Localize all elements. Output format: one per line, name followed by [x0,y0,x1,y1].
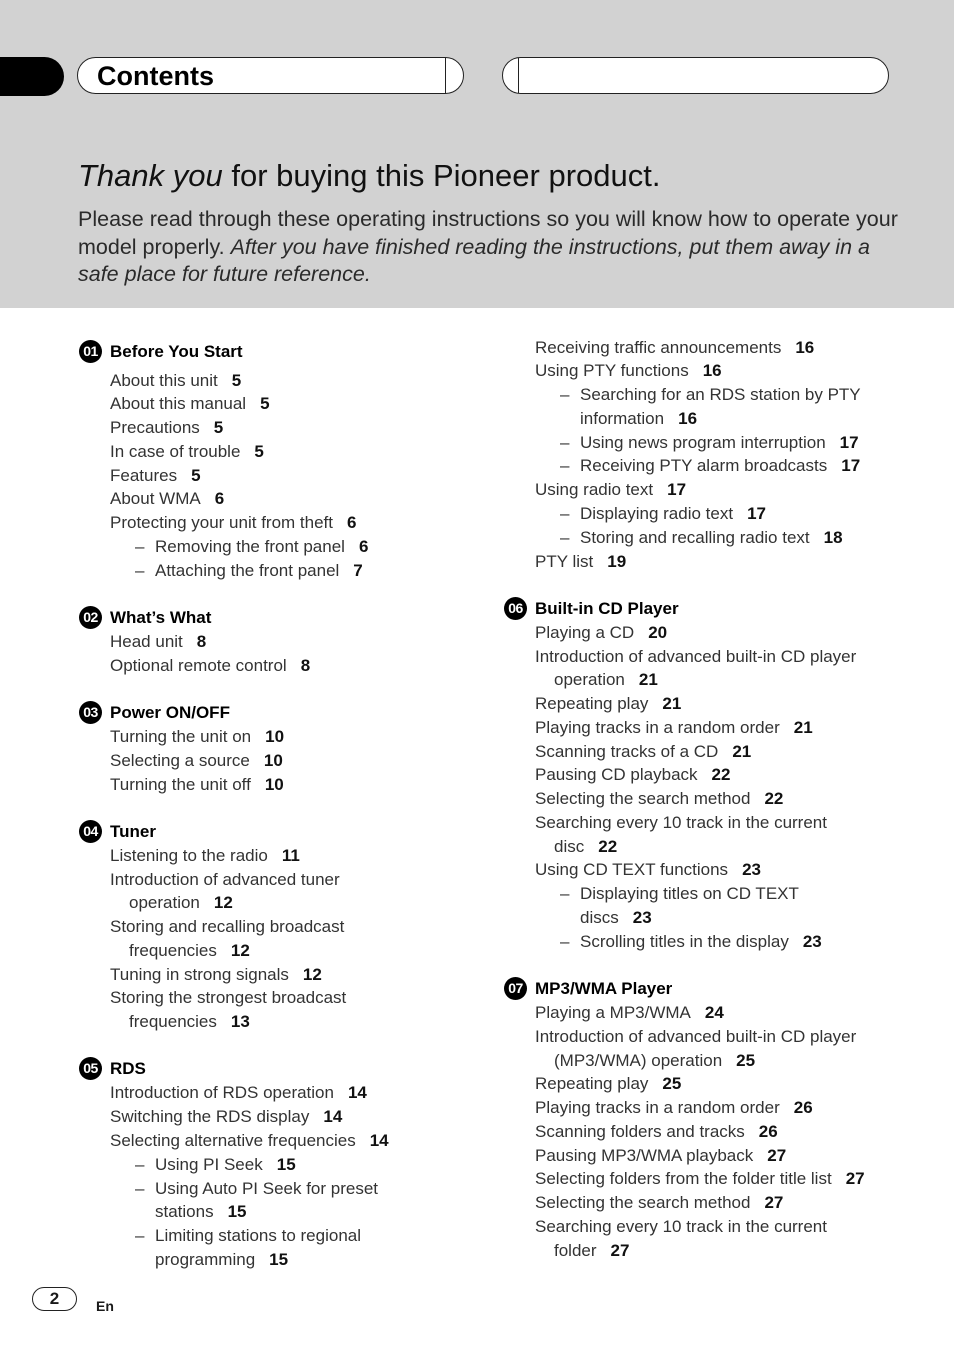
toc-subentry[interactable]: – Limiting stations to regional [135,1226,362,1245]
toc-entry-continued[interactable]: operation 12 [129,893,233,912]
toc-entry[interactable]: Features 5 [110,466,201,485]
toc-entry[interactable]: Head unit 8 [110,632,207,651]
section-badge: 07 [504,977,527,1000]
toc-subentry[interactable]: – Attaching the front panel 7 [135,561,363,580]
toc-entry[interactable]: Scanning tracks of a CD 21 [535,742,752,761]
toc-entry-continued[interactable]: folder 27 [554,1241,630,1260]
section-tab-marker [0,57,64,96]
toc-entry[interactable]: Playing a CD 20 [535,623,668,642]
toc-entry[interactable]: Playing tracks in a random order 21 [535,718,813,737]
toc-entry[interactable]: Selecting folders from the folder title list 27 [535,1169,865,1188]
page-number: 2 [32,1287,77,1311]
section-badge: 06 [504,597,527,620]
toc-entry[interactable]: PTY list 19 [535,552,627,571]
toc-entry[interactable]: Switching the RDS display 14 [110,1107,343,1126]
toc-entry[interactable]: Selecting a source 10 [110,751,283,770]
contents-title-box [77,57,464,94]
section-title[interactable]: Power ON/OFF [110,703,230,722]
toc-subentry[interactable]: – Displaying radio text 17 [560,504,766,523]
toc-entry[interactable]: Introduction of advanced built-in CD player [535,1027,857,1046]
section-badge: 01 [79,340,102,363]
language-label: En [96,1298,114,1314]
toc-entry[interactable]: Searching every 10 track in the current [535,813,827,832]
toc-entry[interactable]: Introduction of RDS operation 14 [110,1083,367,1102]
toc-entry[interactable]: Optional remote control 8 [110,656,311,675]
toc-subentry[interactable]: – Receiving PTY alarm broadcasts 17 [560,456,861,475]
toc-subentry-continued[interactable]: information 16 [580,409,698,428]
section-title[interactable]: Built-in CD Player [535,599,679,618]
heading-italic: Thank you [78,158,223,193]
toc-subentry[interactable]: – Using Auto PI Seek for preset [135,1179,379,1198]
toc-subentry[interactable]: – Scrolling titles in the display 23 [560,932,822,951]
toc-entry[interactable]: Using radio text 17 [535,480,687,499]
toc-entry-continued[interactable]: (MP3/WMA) operation 25 [554,1051,756,1070]
toc-entry[interactable]: About WMA 6 [110,489,225,508]
toc-entry[interactable]: Introduction of advanced built-in CD player [535,647,857,666]
section-title[interactable]: Tuner [110,822,156,841]
pill-divider [445,58,446,93]
toc-subentry[interactable]: – Removing the front panel 6 [135,537,369,556]
toc-entry-continued[interactable]: disc 22 [554,837,618,856]
toc-entry[interactable]: Playing tracks in a random order 26 [535,1098,813,1117]
section-badge: 04 [79,820,102,843]
pill-divider [518,58,519,93]
toc-entry[interactable]: Searching every 10 track in the current [535,1217,827,1236]
toc-entry[interactable]: Repeating play 25 [535,1074,682,1093]
section-badge: 02 [79,606,102,629]
intro-paragraph [78,206,898,289]
heading-rest: for buying this Pioneer product. [222,158,661,193]
toc-entry[interactable]: Using PTY functions 16 [535,361,722,380]
section-badge: 03 [79,701,102,724]
section-title[interactable]: MP3/WMA Player [535,979,673,998]
toc-entry[interactable]: Turning the unit on 10 [110,727,285,746]
toc-entry[interactable]: Tuning in strong signals 12 [110,965,322,984]
toc-entry[interactable]: Storing the strongest broadcast [110,988,347,1007]
toc-subentry-continued[interactable]: stations 15 [155,1202,247,1221]
toc-entry[interactable]: About this manual 5 [110,394,270,413]
section-title[interactable]: Before You Start [110,342,243,361]
toc-entry[interactable]: Receiving traffic announcements 16 [535,338,815,357]
intro-plain: Please read through these operating instructions so you will know how to operate your model properly. [78,207,898,259]
section-badge: 05 [79,1057,102,1080]
toc-subentry[interactable]: – Searching for an RDS station by PTY [560,385,861,404]
toc-entry-continued[interactable]: operation 21 [554,670,658,689]
toc-entry[interactable]: About this unit 5 [110,371,242,390]
toc-entry[interactable]: Precautions 5 [110,418,224,437]
toc-subentry-continued[interactable]: discs 23 [580,908,652,927]
toc-entry[interactable]: Selecting alternative frequencies 14 [110,1131,389,1150]
toc-entry[interactable]: Pausing CD playback 22 [535,765,731,784]
toc-entry[interactable]: Selecting the search method 22 [535,789,784,808]
intro-italic: After you have finished reading the instructions, put them away in a safe place for future reference. [78,234,870,286]
toc-entry[interactable]: Repeating play 21 [535,694,682,713]
toc-entry[interactable]: Protecting your unit from theft 6 [110,513,357,532]
toc-subentry[interactable]: – Storing and recalling radio text 18 [560,528,843,547]
section-title[interactable]: RDS [110,1059,146,1078]
contents-title: Contents [97,61,214,91]
page-heading [78,158,660,194]
section-title[interactable]: What’s What [110,608,212,627]
toc-entry[interactable]: Turning the unit off 10 [110,775,284,794]
toc-entry[interactable]: Introduction of advanced tuner [110,870,340,889]
toc-entry[interactable]: Storing and recalling broadcast [110,917,345,936]
toc-entry-continued[interactable]: frequencies 12 [129,941,250,960]
toc-subentry[interactable]: – Displaying titles on CD TEXT [560,884,799,903]
toc-subentry[interactable]: – Using news program interruption 17 [560,433,859,452]
toc-entry[interactable]: Scanning folders and tracks 26 [535,1122,778,1141]
toc-entry[interactable]: Listening to the radio 11 [110,846,300,865]
toc-entry[interactable]: Pausing MP3/WMA playback 27 [535,1146,787,1165]
toc-entry-continued[interactable]: frequencies 13 [129,1012,250,1031]
toc-entry[interactable]: Playing a MP3/WMA 24 [535,1003,724,1022]
toc-entry[interactable]: Selecting the search method 27 [535,1193,784,1212]
toc-subentry-continued[interactable]: programming 15 [155,1250,289,1269]
empty-title-box [502,57,889,94]
toc-entry[interactable]: Using CD TEXT functions 23 [535,860,761,879]
toc-subentry[interactable]: – Using PI Seek 15 [135,1155,296,1174]
toc-entry[interactable]: In case of trouble 5 [110,442,264,461]
